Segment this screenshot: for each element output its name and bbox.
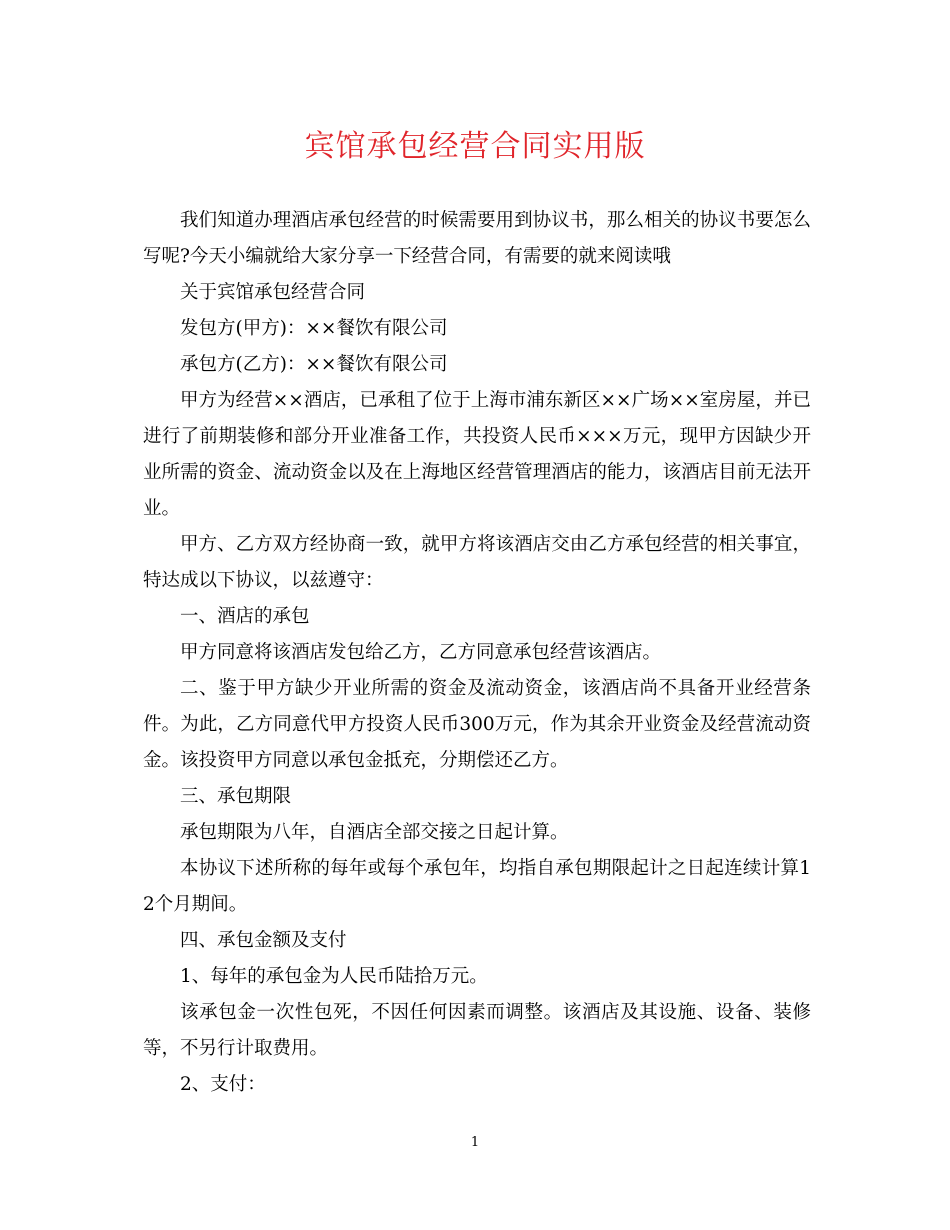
section-heading-1: 一、酒店的承包	[180, 606, 310, 627]
paragraph-party-b: 承包方(乙方)：××餐饮有限公司	[180, 354, 448, 375]
section-heading-3: 三、承包期限	[180, 786, 292, 807]
paragraph-section-1: 甲方同意将该酒店发包给乙方，乙方同意承包经营该酒店。	[180, 642, 662, 663]
paragraph-payment: 2、支付：	[180, 1074, 266, 1095]
document-title: 宾馆承包经营合同实用版	[304, 129, 646, 164]
page-number: 1	[470, 1135, 480, 1150]
document-body	[143, 203, 811, 1103]
paragraph-agreement: 甲方、乙方双方经协商一致，就甲方将该酒店交由乙方承包经营的相关事宜，特达成以下协议，以兹遵守：	[143, 534, 811, 591]
paragraph-fee-amount: 1、每年的承包金为人民币陆拾万元。	[180, 966, 488, 987]
paragraph-contract-heading: 关于宾馆承包经营合同	[180, 282, 366, 303]
paragraph-term-definition: 本协议下述所称的每年或每个承包年，均指自承包期限起计之日起连续计算12个月期间。	[143, 858, 811, 915]
paragraph-section-2: 二、鉴于甲方缺少开业所需的资金及流动资金，该酒店尚不具备开业经营条件。为此，乙方同意代甲方投资人民币300万元，作为其余开业资金及经营流动资金。该投资甲方同意以承包金抵充，分期偿还乙方。	[143, 678, 811, 771]
paragraph-term: 承包期限为八年，自酒店全部交接之日起计算。	[180, 822, 569, 843]
paragraph-intro: 我们知道办理酒店承包经营的时候需要用到协议书，那么相关的协议书要怎么写呢?今天小编就给大家分享一下经营合同，有需要的就来阅读哦	[143, 210, 811, 267]
paragraph-background: 甲方为经营××酒店，已承租了位于上海市浦东新区××广场××室房屋，并已进行了前期装修和部分开业准备工作，共投资人民币×××万元，现甲方因缺少开业所需的资金、流动资金以及在上海地区经营管理酒店的能力，该酒店目前无法开业。	[143, 390, 811, 519]
section-heading-4: 四、承包金额及支付	[180, 930, 347, 951]
paragraph-party-a: 发包方(甲方)：××餐饮有限公司	[180, 318, 448, 339]
paragraph-fee-fixed: 该承包金一次性包死，不因任何因素而调整。该酒店及其设施、设备、装修等，不另行计取费用。	[143, 1002, 811, 1059]
